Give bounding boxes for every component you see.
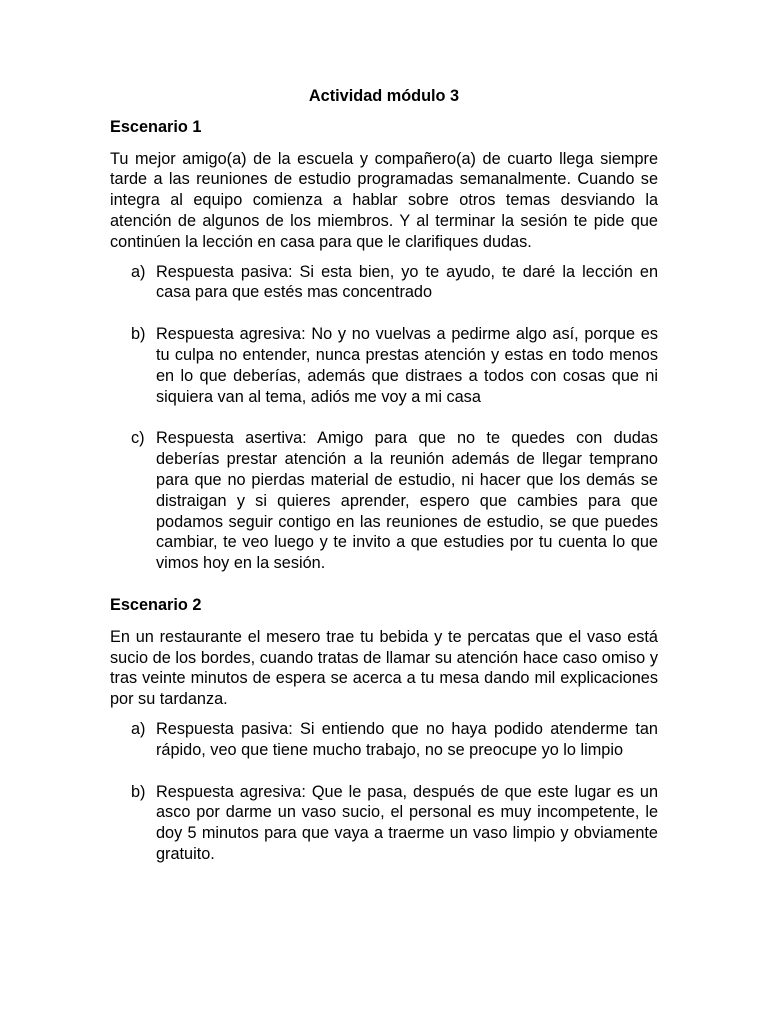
scenario-2-responses [110, 719, 658, 865]
document-body [110, 86, 658, 865]
scenario-1-paragraph: Tu mejor amigo(a) de la escuela y compañero(a) de cuarto llega siempre tarde a las reuniones de estudio programadas semanalmente. Cuando se integra al equipo comienza a hablar sobre otros temas desviando la atención de algunos de los miembros. Y al terminar la sesión te pide que continúen la lección en casa para que le clarifiques dudas. [110, 149, 658, 251]
list-marker: b) [131, 782, 146, 801]
scenario-2 [110, 595, 658, 865]
response-text: Respuesta pasiva: Si esta bien, yo te ayudo, te daré la lección en casa para que estés mas concentrado [156, 262, 658, 302]
response-passive [110, 719, 658, 761]
response-assertive [110, 428, 658, 574]
list-marker: a) [131, 262, 146, 281]
scenario-1 [110, 117, 658, 574]
response-passive [110, 262, 658, 304]
scenario-1-heading: Escenario 1 [110, 117, 202, 136]
scenario-2-paragraph: En un restaurante el mesero trae tu bebida y te percatas que el vaso está sucio de los bordes, cuando tratas de llamar su atención hace caso omiso y tras veinte minutos de espera se acerca a tu mesa dando mil explicaciones por su tardanza. [110, 627, 658, 709]
list-marker: b) [131, 325, 146, 344]
document-title: Actividad módulo 3 [308, 87, 460, 105]
scenario-2-heading: Escenario 2 [110, 595, 202, 614]
list-marker: a) [131, 719, 146, 738]
response-aggressive [110, 324, 658, 407]
response-text: Respuesta pasiva: Si entiendo que no haya podido atenderme tan rápido, veo que tiene mucho trabajo, no se preocupe yo lo limpio [156, 719, 658, 759]
response-text: Respuesta agresiva: Que le pasa, después de que este lugar es un asco por darme un vaso sucio, el personal es muy incompetente, le doy 5 minutos para que vaya a traerme un vaso limpio y obviamente gratuito. [156, 782, 658, 863]
response-text: Respuesta agresiva: No y no vuelvas a pedirme algo así, porque es tu culpa no entender, nunca prestas atención y estas en todo menos en lo que deberías, además que distraes a todos con cosas que ni siquiera van al tema, adiós me voy a mi casa [156, 325, 658, 406]
list-marker: c) [131, 429, 145, 448]
scenario-1-responses [110, 262, 658, 574]
response-text: Respuesta asertiva: Amigo para que no te quedes con dudas deberías prestar atención a la reunión además de llegar temprano para que no pierdas material de estudio, ni hacer que los demás se distraigan y si quieres aprender, espero que cambies para que podamos seguir contigo en las reuniones de estudio, se que puedes cambiar, te veo luego y te invito a que estudies por tu cuenta lo que vimos hoy en la sesión. [156, 429, 658, 573]
response-aggressive [110, 782, 658, 865]
